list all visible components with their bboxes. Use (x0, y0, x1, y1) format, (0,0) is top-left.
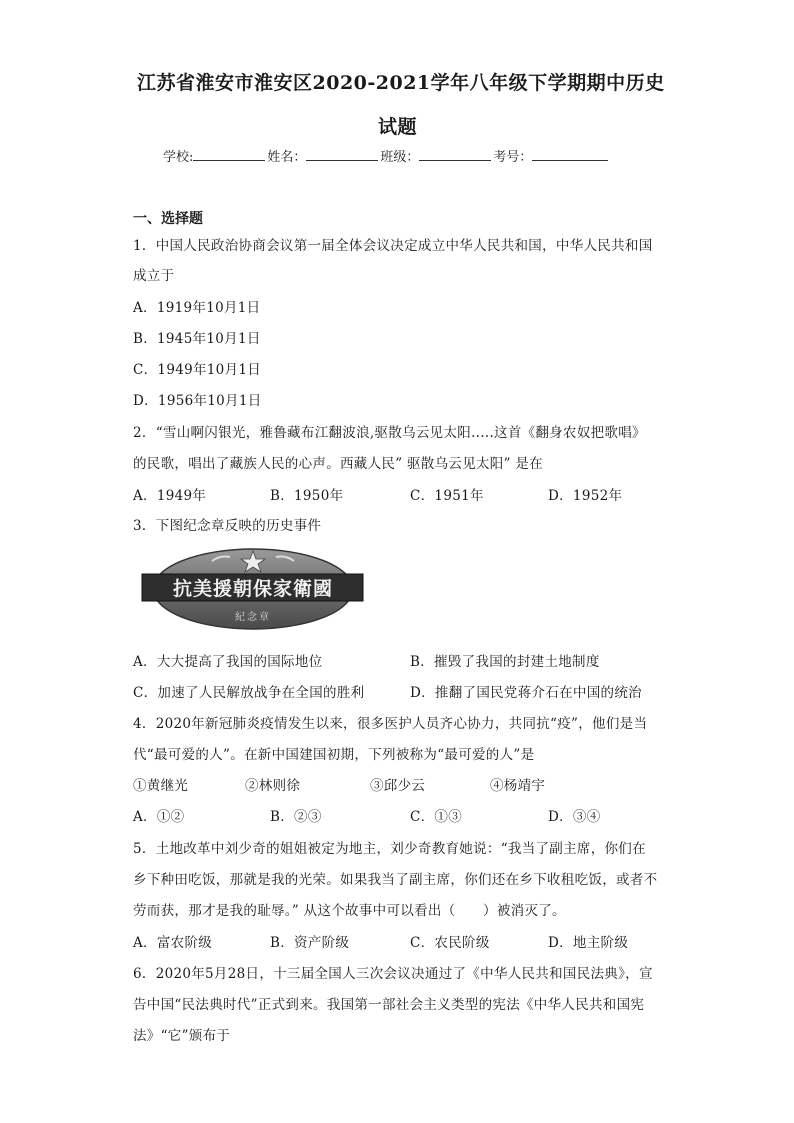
q1-stem-line2: 成立于 (133, 268, 175, 284)
q2-stem-line2: 的民歌，唱出了藏族人民的心声。西藏人民” 驱散乌云见太阳” 是在 (133, 456, 543, 472)
q5-stem-line2: 乡下种田吃饭，那就是我的光荣。如果我当了副主席，你们还在乡下收租吃饭，或者不 (133, 872, 658, 888)
q5-option-c[interactable]: C．农民阶级 (410, 935, 490, 951)
student-info-row (163, 146, 610, 165)
name-blank[interactable] (306, 146, 378, 161)
q1-option-c[interactable]: C．1949年10月1日 (133, 362, 262, 378)
q5-option-b[interactable]: B．资产阶级 (270, 935, 350, 951)
q4-option-c[interactable]: C．①③ (410, 809, 463, 825)
q6-stem-line2: 告中国“民法典时代”正式到来。我国第一部社会主义类型的宪法《中华人民共和国宪 (133, 997, 645, 1013)
section-heading: 一、选择题 (133, 211, 203, 227)
badge-text: 抗美援朝保家衛國 (172, 578, 334, 600)
school-label: 学校: (163, 150, 194, 165)
q4-option-d[interactable]: D．③④ (548, 809, 601, 825)
q4-item-4: ④杨靖宇 (490, 778, 546, 794)
q2-option-c[interactable]: C．1951年 (410, 488, 484, 504)
exam-title-line1: 江苏省淮安市淮安区2020-2021学年八年级下学期期中历史 (137, 72, 665, 94)
class-label: 班级： (380, 150, 420, 165)
q1-stem-line1: 1．中国人民政治协商会议第一届全体会议决定成立中华人民共和国，中华人民共和国 (133, 238, 653, 254)
q4-option-b[interactable]: B．②③ (270, 809, 322, 825)
q3-option-b[interactable]: B．摧毁了我国的封建土地制度 (410, 654, 600, 670)
badge-subtext: 紀念章 (235, 612, 271, 623)
q1-option-b[interactable]: B．1945年10月1日 (133, 331, 261, 347)
q4-item-1: ①黄继光 (133, 778, 189, 794)
q5-option-d[interactable]: D．地主阶级 (548, 935, 629, 951)
q4-stem-line1: 4．2020年新冠肺炎疫情发生以来，很多医护人员齐心协力，共同抗“疫”，他们是当 (133, 716, 648, 732)
q2-option-d[interactable]: D．1952年 (548, 488, 623, 504)
school-blank[interactable] (193, 146, 265, 161)
q1-option-a[interactable]: A．1919年10月1日 (133, 300, 261, 316)
commemorative-badge-image (140, 547, 365, 630)
q6-stem-line3: 法》“它”颁布于 (133, 1028, 231, 1044)
q3-option-a[interactable]: A．大大提高了我国的国际地位 (133, 654, 323, 670)
q4-stem-line2: 代“最可爱的人”。在新中国建国初期，下列被称为“最可爱的人”是 (133, 747, 535, 763)
q5-stem-line1: 5．土地改革中刘少奇的姐姐被定为地主，刘少奇教育她说：“我当了副主席，你们在 (133, 841, 646, 857)
name-label: 姓名： (267, 150, 307, 165)
id-blank[interactable] (532, 146, 608, 161)
q4-item-3: ③邱少云 (370, 778, 426, 794)
q3-option-c[interactable]: C．加速了人民解放战争在全国的胜利 (133, 685, 365, 701)
q4-option-a[interactable]: A．①② (133, 809, 185, 825)
q1-option-d[interactable]: D．1956年10月1日 (133, 393, 262, 409)
q6-stem-line1: 6．2020年5月28日，十三届全国人三次会议决通过了《中华人民共和国民法典》，宣 (133, 966, 653, 982)
exam-title-line2: 试题 (378, 116, 418, 138)
class-blank[interactable] (419, 146, 491, 161)
q3-option-d[interactable]: D．推翻了国民党蒋介石在中国的统治 (410, 685, 642, 701)
q5-option-a[interactable]: A．富农阶级 (133, 935, 213, 951)
q2-option-a[interactable]: A．1949年 (133, 488, 207, 504)
q2-option-b[interactable]: B．1950年 (270, 488, 344, 504)
q3-stem: 3．下图纪念章反映的历史事件 (133, 518, 322, 534)
q2-stem-line1: 2．“雪山啊闪银光，雅鲁藏布江翻波浪,驱散乌云见太阳.....这首《翻身农奴把歌唱》 (133, 425, 646, 441)
id-label: 考号： (493, 150, 533, 165)
q5-stem-line3: 劳而获，那才是我的耻辱。” 从这个故事中可以看出（ ）被消灭了。 (133, 903, 566, 919)
q4-item-2: ②林则徐 (245, 778, 301, 794)
